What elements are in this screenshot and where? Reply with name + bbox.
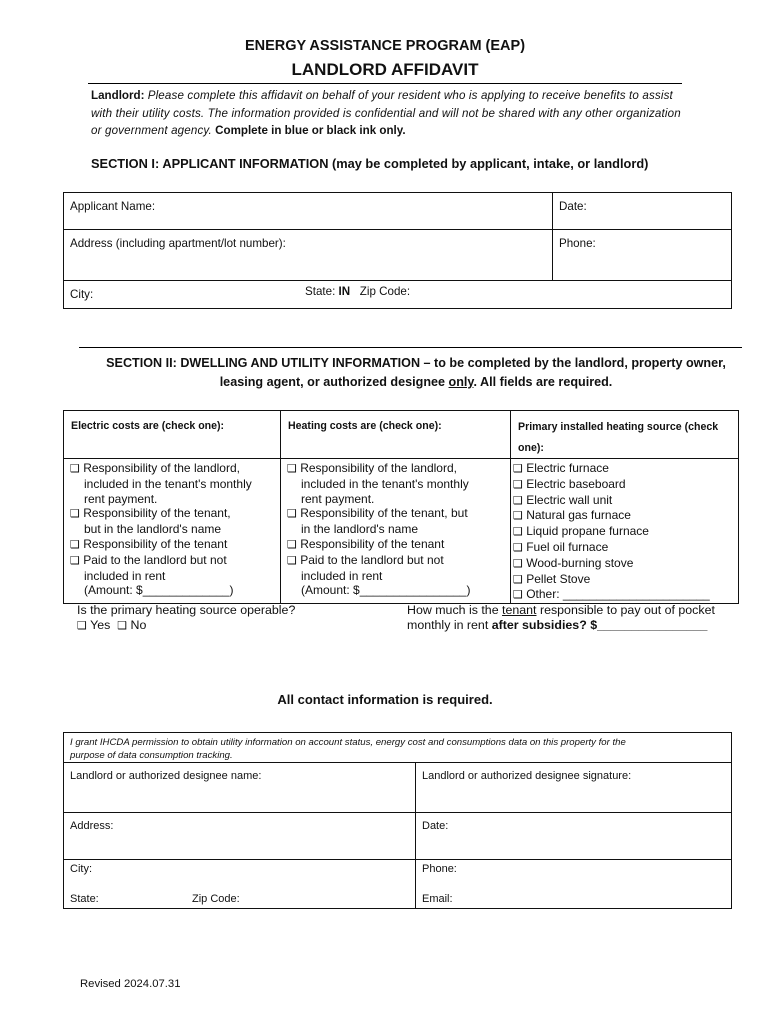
permission-cell [64, 733, 732, 763]
section2-divider [79, 347, 742, 348]
applicant-zip-label: Zip Code: [359, 285, 411, 298]
source-option-fuel-oil[interactable] [513, 540, 738, 556]
electric-option-tenant-label: Responsibility of the tenant [83, 536, 228, 551]
intro-paragraph [91, 87, 683, 140]
contact-info-table [63, 732, 732, 909]
checkbox-icon[interactable]: ❑ [513, 525, 523, 539]
landlord-address-label: Address: [70, 820, 114, 832]
title-divider [88, 83, 682, 84]
tenant-pay-text2: responsible to pay out of pocket monthly in rent [407, 603, 715, 632]
source-option-label: Electric furnace [526, 461, 609, 475]
electric-header-cell [64, 411, 281, 459]
source-option-label: Pellet Stove [526, 571, 591, 586]
tenant-pay-text1: How much is the [407, 603, 499, 617]
operable-yes-option[interactable] [77, 618, 110, 632]
source-option-wood-stove[interactable] [513, 556, 738, 572]
utility-info-table [63, 410, 739, 604]
checkbox-icon[interactable]: ❑ [70, 537, 80, 551]
checkbox-icon[interactable]: ❑ [70, 462, 80, 475]
checkbox-icon[interactable]: ❑ [513, 540, 523, 554]
operable-yes-label: Yes [90, 618, 111, 632]
checkbox-icon[interactable]: ❑ [513, 462, 523, 475]
landlord-phone-label: Phone: [422, 863, 457, 875]
source-option-electric-baseboard[interactable] [513, 477, 738, 493]
electric-option-paid-landlord-label: Paid to the landlord but not [83, 552, 227, 567]
checkbox-icon[interactable]: ❑ [77, 619, 87, 632]
source-option-electric-wall-unit[interactable] [513, 493, 738, 509]
applicant-name-label: Applicant Name: [70, 200, 156, 213]
source-options-cell [511, 459, 739, 604]
source-option-label: Electric baseboard [526, 476, 626, 491]
operable-no-label: No [130, 618, 147, 632]
electric-options-cell [64, 459, 281, 604]
heating-option-landlord-cont: included in the tenant's monthly [301, 476, 469, 491]
source-option-pellet-stove[interactable] [513, 572, 738, 588]
landlord-city-label: City: [70, 863, 92, 875]
heating-option-tenant-landlord-name-label: Responsibility of the tenant, but [300, 506, 468, 521]
landlord-date-label: Date: [422, 820, 449, 832]
tenant-pay-question [407, 603, 737, 633]
heating-option-landlord-cont2: rent payment. [301, 491, 375, 506]
heating-option-tenant-landlord-name-cont: in the landlord's name [301, 522, 419, 537]
applicant-address-field[interactable] [64, 230, 553, 281]
section2-title-line1: SECTION II: DWELLING AND UTILITY INFORMATION – to be completed by the landlord, property owner, [106, 356, 726, 370]
landlord-date-field[interactable] [416, 813, 732, 860]
electric-option-landlord-label: Responsibility of the landlord, [83, 461, 240, 475]
section2-title-line2: leasing agent, or authorized designee [219, 375, 446, 389]
applicant-city-state-zip-field[interactable] [64, 281, 732, 309]
intro-lead: Landlord: [91, 89, 145, 102]
checkbox-icon[interactable]: ❑ [513, 509, 523, 523]
source-header-cell [511, 411, 739, 459]
electric-header: Electric costs are (check one): [71, 420, 225, 432]
source-option-other[interactable] [513, 587, 738, 603]
tenant-pay-tenant: tenant [502, 603, 537, 617]
electric-option-tenant-landlord-name-cont: but in the landlord's name [84, 522, 222, 537]
permission-statement: I grant IHCDA permission to obtain utility information on account status, energy cost and consumptions data on this property for the purpose of data consumption tracking. [70, 737, 626, 761]
operable-no-option[interactable] [117, 618, 146, 632]
heating-options-cell [281, 459, 511, 604]
electric-option-tenant-landlord-name[interactable] [70, 506, 280, 522]
applicant-info-table [63, 192, 732, 309]
applicant-state-group [305, 285, 410, 298]
source-option-liquid-propane[interactable] [513, 524, 738, 540]
electric-option-paid-landlord-cont: included in rent [84, 568, 166, 583]
form-title: LANDLORD AFFIDAVIT [291, 60, 479, 79]
applicant-date-field[interactable] [553, 193, 732, 230]
electric-option-landlord-cont: included in the tenant's monthly [84, 476, 252, 491]
checkbox-icon[interactable]: ❑ [513, 588, 523, 602]
landlord-signature-field[interactable] [416, 763, 732, 813]
applicant-phone-field[interactable] [553, 230, 732, 281]
electric-option-tenant-landlord-name-label: Responsibility of the tenant, [83, 506, 231, 521]
source-option-label: Electric wall unit [526, 492, 613, 507]
heating-option-tenant[interactable] [287, 537, 510, 553]
electric-option-landlord[interactable] [70, 461, 280, 477]
source-option-label: Liquid propane furnace [526, 524, 649, 539]
electric-option-landlord-cont2: rent payment. [84, 491, 158, 506]
heating-option-landlord[interactable] [287, 461, 510, 477]
checkbox-icon[interactable]: ❑ [287, 537, 297, 551]
heating-header: Heating costs are (check one): [288, 420, 442, 432]
electric-amount-field[interactable]: (Amount: $_____________) [84, 583, 234, 598]
source-option-label: Other: ______________________ [526, 587, 710, 602]
heating-option-paid-landlord-cont: included in rent [301, 568, 383, 583]
applicant-state-label: State: [305, 285, 336, 298]
heating-option-tenant-landlord-name[interactable] [287, 506, 510, 522]
applicant-state-value: IN [338, 285, 351, 298]
operable-question-text: Is the primary heating source operable? [77, 603, 296, 617]
source-option-label: Fuel oil furnace [526, 539, 609, 554]
source-header: Primary installed heating source (check one): [518, 421, 719, 454]
landlord-name-field[interactable] [64, 763, 416, 813]
landlord-address-field[interactable] [64, 813, 416, 860]
applicant-date-label: Date: [559, 200, 587, 213]
checkbox-icon[interactable]: ❑ [513, 556, 523, 570]
checkbox-icon[interactable]: ❑ [513, 572, 523, 586]
heating-option-paid-landlord[interactable] [287, 553, 510, 569]
section2-title [78, 354, 754, 392]
revision-date: Revised 2024.07.31 [80, 978, 181, 990]
landlord-phone-email-field[interactable] [416, 860, 732, 909]
checkbox-icon[interactable]: ❑ [117, 619, 128, 632]
checkbox-icon[interactable]: ❑ [287, 462, 297, 475]
landlord-email-label: Email: [422, 893, 453, 905]
landlord-name-label: Landlord or authorized designee name: [70, 770, 262, 782]
applicant-address-label: Address (including apartment/lot number): [70, 237, 286, 250]
heating-option-tenant-label: Responsibility of the tenant [300, 536, 445, 551]
tenant-pay-after-subsidies: after subsidies [491, 618, 580, 632]
checkbox-icon[interactable]: ❑ [513, 493, 523, 507]
landlord-zip-label: Zip Code: [192, 893, 240, 905]
landlord-city-state-zip-field[interactable] [64, 860, 416, 909]
checkbox-icon[interactable]: ❑ [287, 507, 297, 521]
checkbox-icon[interactable]: ❑ [287, 553, 297, 567]
heating-header-cell [281, 411, 511, 459]
ink-note: Complete in blue or black ink only. [215, 124, 406, 137]
source-option-natural-gas[interactable] [513, 508, 738, 524]
source-option-electric-furnace[interactable] [513, 461, 738, 477]
checkbox-icon[interactable]: ❑ [513, 477, 523, 491]
section1-title: SECTION I: APPLICANT INFORMATION (may be completed by applicant, intake, or landlord) [91, 156, 649, 171]
tenant-pay-amount-field[interactable]: ? $________________ [579, 618, 708, 632]
program-title: ENERGY ASSISTANCE PROGRAM (EAP) [244, 38, 526, 54]
section2-title-only: only [448, 375, 474, 389]
applicant-phone-label: Phone: [559, 237, 596, 250]
source-option-label: Natural gas furnace [526, 508, 631, 523]
contact-title: All contact information is required. [277, 692, 493, 707]
heating-option-paid-landlord-label: Paid to the landlord but not [300, 552, 444, 567]
checkbox-icon[interactable]: ❑ [70, 553, 80, 567]
landlord-signature-label: Landlord or authorized designee signature: [422, 770, 632, 782]
applicant-name-field[interactable] [64, 193, 553, 230]
intro-body: Please complete this affidavit on behalf of your resident who is applying to receive benefits to assist with their utility costs. The information provided is confidential and will not be shared with any other organization or government agency. [91, 89, 681, 137]
source-option-label: Wood-burning stove [526, 555, 634, 570]
heating-amount-field[interactable]: (Amount: $________________) [301, 583, 471, 598]
landlord-state-label: State: [70, 893, 99, 905]
electric-option-tenant[interactable] [70, 537, 280, 553]
applicant-city-label: City: [70, 288, 94, 301]
section2-title-end: . All fields are required. [473, 375, 613, 389]
operable-question [77, 603, 295, 633]
heating-option-landlord-label: Responsibility of the landlord, [300, 461, 457, 475]
electric-option-paid-landlord[interactable] [70, 553, 280, 569]
checkbox-icon[interactable]: ❑ [70, 507, 80, 521]
